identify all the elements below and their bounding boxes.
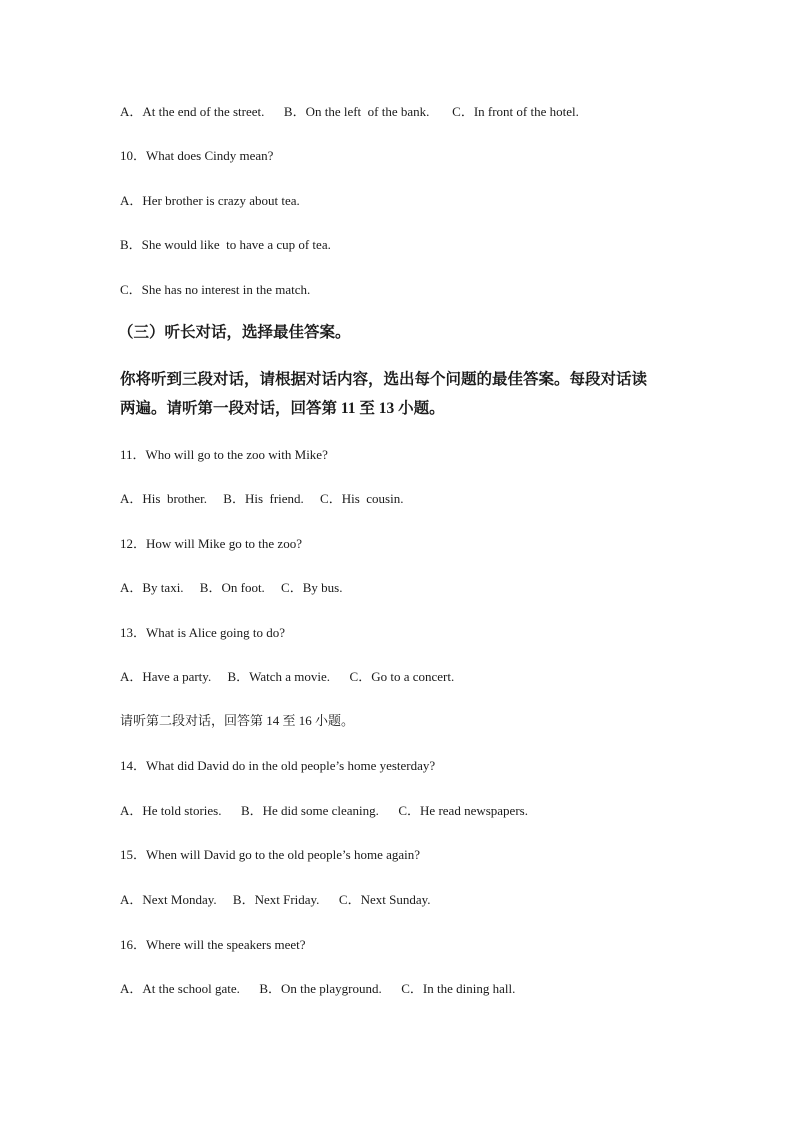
section-heading: （三）听长对话，选择最佳答案。 <box>118 324 351 341</box>
q15-question: 15．When will David go to the old people’s home again? <box>120 847 421 862</box>
dialogue2-instruction: 请听第二段对话，回答第 14 至 16 小题。 <box>120 713 355 728</box>
q12-question: 12．How will Mike go to the zoo? <box>120 536 302 551</box>
q15-options: A．Next Monday. B．Next Friday. C．Next Sunday. <box>120 892 431 907</box>
q13-question: 13．What is Alice going to do? <box>120 625 286 640</box>
q16-options: A．At the school gate. B．On the playground. C．In the dining hall. <box>120 981 516 996</box>
q10-option-a: A．Her brother is crazy about tea. <box>120 193 300 208</box>
q16-question: 16．Where will the speakers meet? <box>120 937 306 952</box>
q9-options: A．At the end of the street. B．On the left of the bank. C．In front of the hotel. <box>120 104 579 119</box>
q11-question: 11．Who will go to the zoo with Mike? <box>120 447 328 462</box>
q12-options: A．By taxi. B．On foot. C．By bus. <box>120 580 343 595</box>
q10-option-c: C．She has no interest in the match. <box>120 282 311 297</box>
q14-options: A．He told stories. B．He did some cleaning. C．He read newspapers. <box>120 803 528 818</box>
q10-question: 10．What does Cindy mean? <box>120 148 274 163</box>
section-instructions-line2: 两遍。请听第一段对话，回答第 11 至 13 小题。 <box>120 400 445 417</box>
q11-options: A．His brother. B．His friend. C．His cousin. <box>120 491 404 506</box>
q14-question: 14．What did David do in the old people’s home yesterday? <box>120 758 436 773</box>
section-instructions-line1: 你将听到三段对话，请根据对话内容，选出每个问题的最佳答案。每段对话读 <box>120 371 648 388</box>
q10-option-b: B．She would like to have a cup of tea. <box>120 237 331 252</box>
q13-options: A．Have a party. B．Watch a movie. C．Go to a concert. <box>120 669 455 684</box>
